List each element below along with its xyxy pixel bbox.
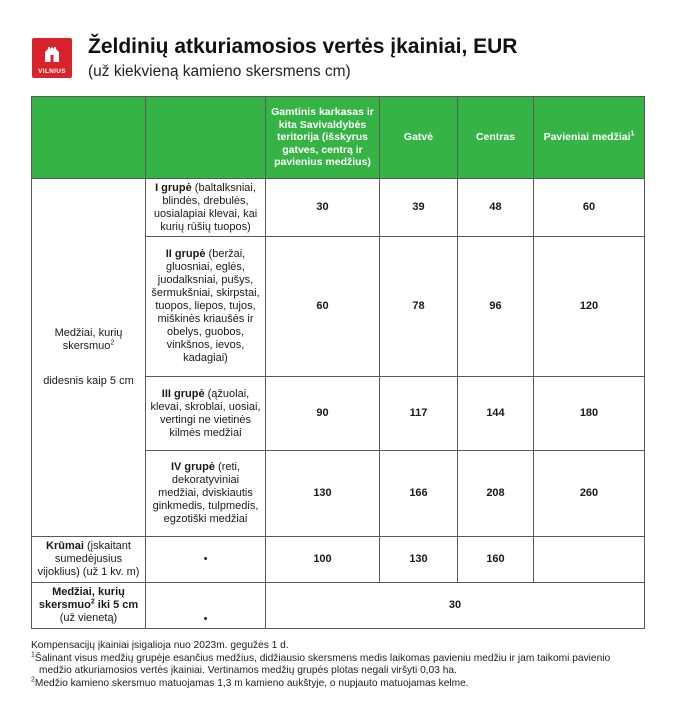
logo-text: VILNIUS	[38, 68, 66, 75]
footnotes	[31, 640, 651, 690]
group-3-label: III grupė (ąžuolai, klevai, skroblai, uosiai, vertingi ne vietinės kilmės medžiai	[146, 377, 266, 451]
group-1-center: 48	[458, 179, 534, 237]
group-3-single: 180	[534, 377, 645, 451]
group-4-single: 260	[534, 451, 645, 537]
group-4-center: 208	[458, 451, 534, 537]
shrubs-street: 130	[380, 537, 458, 583]
group-2-label: II grupė (beržai, gluosniai, eglės, juodalksniai, pušys, šermukšniai, skirpstai, tuopos, liepos, tujos, miškinės kriaušės ir obelys, guobos, vinkšnos, ievos, kadagiai)	[146, 237, 266, 377]
price-table	[31, 96, 645, 629]
header-territory: Gamtinis karkasas ir kita Savivaldybės teritorija (išskyrus gatves, centrą ir pavienius medžius)	[266, 97, 380, 179]
shrubs-label: Krūmai (įskaitant sumedėjusius vijoklius) (už 1 kv. m)	[32, 537, 146, 583]
header-empty-1	[32, 97, 146, 179]
small-trees-label: Medžiai, kurių skersmuo$^2$ iki 5 cm (už vienetą)	[32, 583, 146, 629]
header-row	[32, 97, 645, 179]
group-2-territory: 60	[266, 237, 380, 377]
group-2-street: 78	[380, 237, 458, 377]
group-4-label: IV grupė (reti, dekoratyviniai medžiai, dviskiautis ginkmedis, tulpmedis, egzotiški medžiai	[146, 451, 266, 537]
header-empty-2	[146, 97, 266, 179]
group-1-single: 60	[534, 179, 645, 237]
note-1: $^1$Šalinant visus medžių grupėje esančius medžius, didžiausio skersmens medis laikomas pavieniu medžiu ir jam taikomi pavienio	[31, 651, 611, 664]
note-validity: Kompensacijų įkainiai įsigalioja nuo 2023m. gegužės 1 d.	[31, 640, 289, 651]
note-1-cont: medžio atkuriamosios vertės įkainiai. Vertinamos medžių grupės plotas negali viršyti 0,03 ha.	[39, 665, 457, 677]
header-single-trees: Pavieniai medžiai$^1$	[534, 97, 645, 179]
group-1-label: I grupė (baltalksniai, blindės, drebulės, uosialapiai klevai, kai kurių rūšių tuopos)	[146, 179, 266, 237]
note-2: $^2$Medžio kamieno skersmuo matuojamas 1,3 m kamieno aukštyje, o nupjauto matuojamas kelme.	[31, 676, 469, 689]
header-street: Gatvė	[380, 97, 458, 179]
group-1-territory: 30	[266, 179, 380, 237]
group-2-single: 120	[534, 237, 645, 377]
shrubs-center: 160	[458, 537, 534, 583]
shrubs-mark: •	[146, 537, 266, 583]
castle-icon	[42, 44, 62, 64]
group-4-territory: 130	[266, 451, 380, 537]
page-subtitle: (už kiekvieną kamieno skersmens cm)	[88, 63, 351, 80]
group-3-street: 117	[380, 377, 458, 451]
header-center: Centras	[458, 97, 534, 179]
row-label-trees: Medžiai, kurių skersmuo$^2$ didesnis kaip 5 cm	[32, 179, 146, 537]
group-2-center: 96	[458, 237, 534, 377]
shrubs-territory: 100	[266, 537, 380, 583]
small-trees-value: 30	[266, 583, 645, 629]
vilnius-logo	[32, 38, 72, 78]
group-3-center: 144	[458, 377, 534, 451]
group-3-territory: 90	[266, 377, 380, 451]
table-row	[32, 179, 645, 237]
page-title: Želdinių atkuriamosios vertės įkainiai, EUR	[88, 35, 518, 58]
group-4-street: 166	[380, 451, 458, 537]
table-row	[32, 537, 645, 583]
group-1-street: 39	[380, 179, 458, 237]
table-row	[32, 583, 645, 629]
small-trees-mark: •	[146, 583, 266, 629]
shrubs-single	[534, 537, 645, 583]
